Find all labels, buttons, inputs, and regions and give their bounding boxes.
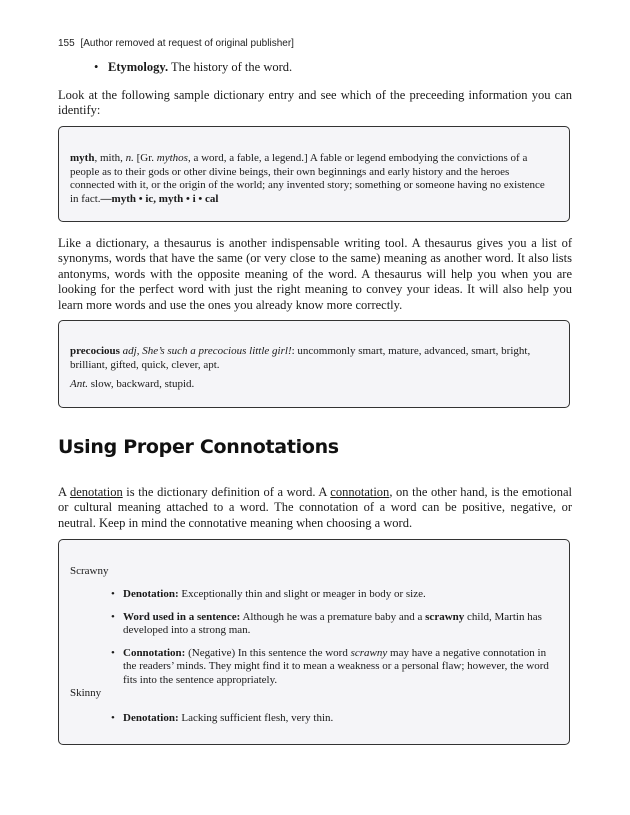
- list-item: [111, 647, 551, 688]
- denotation-link[interactable]: denotation: [69, 485, 123, 499]
- list-item: [111, 588, 551, 602]
- myth-derived-forms: —myth • ic, myth • i • cal: [100, 192, 219, 205]
- etymology-term: Etymology.: [108, 60, 169, 74]
- denotation-text: Exceptionally thin and slight or meager in body or size.: [178, 588, 426, 600]
- connotation-paragraph: [58, 485, 572, 531]
- sentence-keyword: scrawny: [425, 610, 465, 623]
- dictionary-entry-box: [58, 126, 570, 222]
- precocious-entry: [70, 345, 550, 372]
- running-title: [Author removed at request of original publisher]: [80, 38, 294, 49]
- myth-pron: , mith,: [94, 152, 126, 164]
- sentence-text: Although he was a premature baby and a: [240, 610, 426, 623]
- connotation-text: may have a negative connotation in the readers’ minds. They might find it to mean a weakness or a personal flaw; however, the word fits into the sentence appropriately.: [123, 646, 549, 686]
- skinny-term: Skinny: [70, 687, 102, 699]
- scrawny-list: [111, 588, 551, 697]
- text-span: A: [58, 485, 70, 499]
- connotation-label: Connotation:: [123, 646, 186, 659]
- precocious-antonyms-line: [70, 378, 550, 392]
- thesaurus-paragraph: Like a dictionary, a thesaurus is another indispensable writing tool. A thesaurus gives you a list of synonyms, words that have the same (or very close to the same) meaning as another word. It also lists antonyms, words with the opposite meaning of the word. A thesaurus will help you when you are looking for the perfect word with just the right meaning to convey your ideas. It will also help you learn more words and use the ones you already know more correctly.: [58, 236, 572, 312]
- running-header: [58, 38, 294, 49]
- list-item: [111, 611, 551, 638]
- text-span: is the dictionary definition of a word. A: [122, 485, 331, 499]
- section-heading: Using Proper Connotations: [58, 436, 339, 458]
- myth-definition: , a word, a fable, a legend.] A fable or legend embodying the convictions of a people as to their gods or other divine beings, their own beginnings and early history and the heroes connected with it, or the origin of the world; any invented story; something or someone having no existence in fact.: [70, 152, 545, 205]
- myth-pos: n.: [125, 152, 134, 164]
- connotation-text: (Negative) In this sentence the word: [185, 646, 351, 659]
- skinny-list: [111, 712, 551, 735]
- sentence-text: child, Martin has developed into a strong man.: [123, 610, 542, 637]
- sentence-label: Word used in a sentence:: [123, 610, 241, 623]
- text-span: , on the other hand, is the emotional or cultural meaning attached to a word. The connotation of a word can be positive, negative, or neutral. Keep in mind the connotative meaning when choosing a word.: [58, 485, 573, 530]
- precocious-synonyms: : uncommonly smart, mature, advanced, smart, bright, brilliant, gifted, quick, clever, apt.: [70, 345, 531, 371]
- intro-paragraph: Look at the following sample dictionary entry and see which of the preceeding information you can identify:: [58, 88, 572, 118]
- bullet-icon: •: [94, 60, 99, 74]
- denotation-text: Lacking sufficient flesh, very thin.: [178, 712, 334, 724]
- connotation-examples-box: [58, 539, 570, 745]
- page-number: 155: [58, 38, 75, 49]
- precocious-example: adj, She’s such a precocious little girl!: [119, 345, 292, 357]
- myth-headword: myth: [70, 152, 95, 164]
- myth-origin-open: [Gr.: [133, 152, 157, 164]
- list-item: [111, 712, 551, 726]
- denotation-label: Denotation:: [123, 712, 179, 724]
- scrawny-term: Scrawny: [70, 565, 109, 577]
- thesaurus-entry-box: [58, 320, 570, 408]
- precocious-antonyms: slow, backward, stupid.: [88, 378, 195, 390]
- connotation-keyword: scrawny: [350, 646, 388, 659]
- antonym-label: Ant.: [70, 378, 89, 390]
- etymology-bullet: [94, 60, 292, 75]
- precocious-headword: precocious: [70, 345, 120, 357]
- myth-entry: [70, 152, 550, 206]
- denotation-label: Denotation:: [123, 588, 179, 600]
- myth-origin-word: mythos: [156, 152, 188, 164]
- etymology-text: The history of the word.: [168, 60, 293, 74]
- connotation-link[interactable]: connotation: [330, 485, 390, 499]
